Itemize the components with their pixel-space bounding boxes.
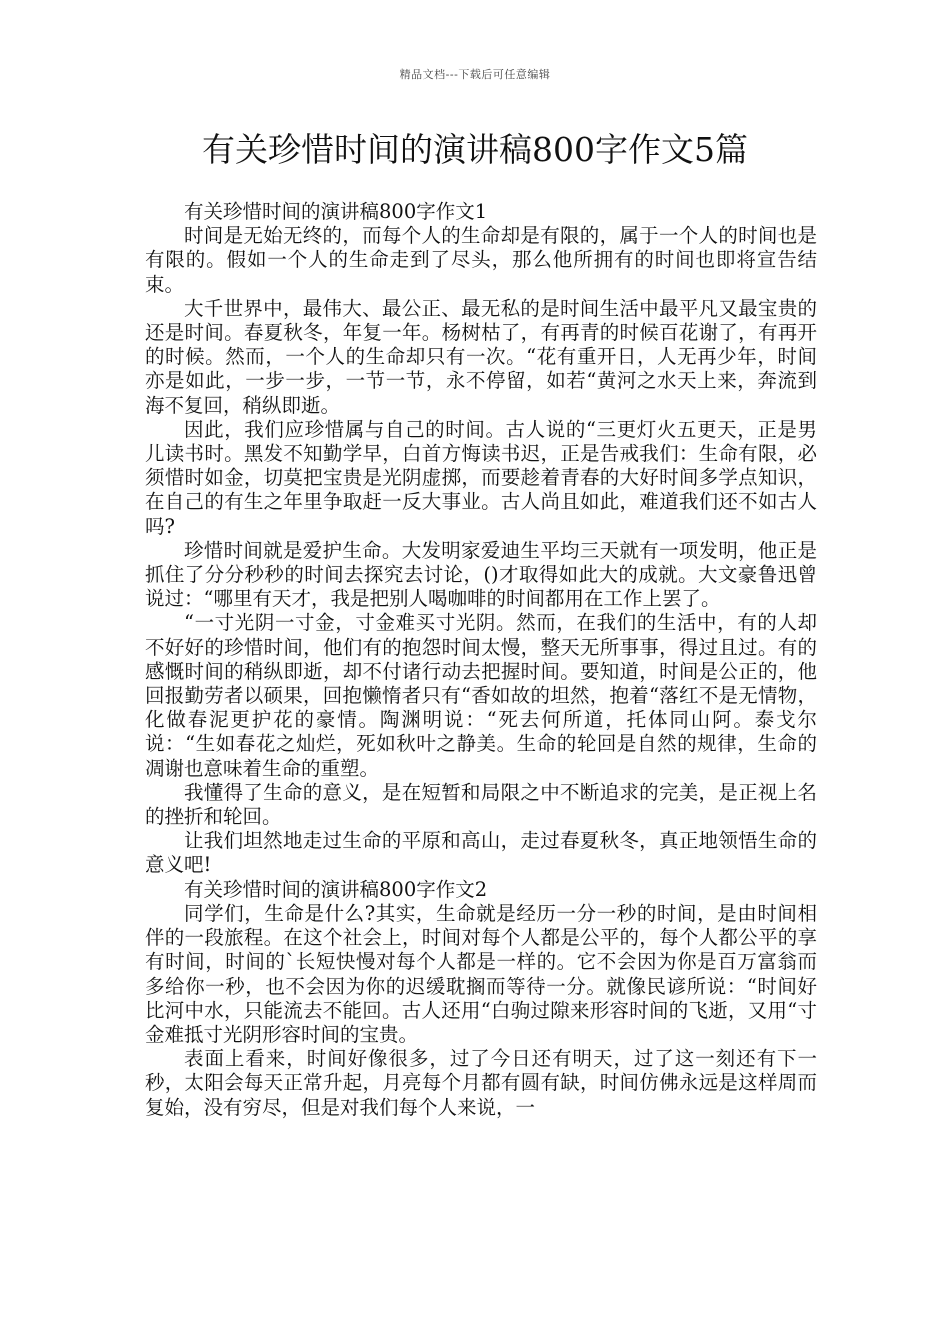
paragraph: 珍惜时间就是爱护生命。大发明家爱迪生平均三天就有一项发明，他正是抓住了分分秒秒的时间去探究去讨论，()才取得如此大的成就。大文豪鲁迅曾说过：“哪里有天才，我是把别人喝咖啡的时间都用在工作上罢了。 (145, 538, 817, 611)
paragraph: 表面上看来，时间好像很多，过了今日还有明天，过了这一刻还有下一秒，太阳会每天正常升起，月亮每个月都有圆有缺，时间仿佛永远是这样周而复始，没有穷尽，但是对我们每个人来说，一 (145, 1047, 817, 1119)
paragraph: 大千世界中，最伟大、最公正、最无私的是时间生活中最平凡又最宝贵的还是时间。春夏秋冬，年复一年。杨树枯了，有再青的时候百花谢了，有再开的时候。然而，一个人的生命却只有一次。“花有重开日，人无再少年，时间亦是如此，一步一步，一节一节，永不停留，如若“黄河之水天上来，奔流到海不复回，稍纵即逝。 (145, 296, 817, 417)
section-heading-1: 有关珍惜时间的演讲稿800字作文1 (184, 200, 488, 223)
paragraph: 因此，我们应珍惜属与自己的时间。古人说的“三更灯火五更天，正是男儿读书时。黑发不知勤学早，白首方悔读书迟，正是告戒我们：生命有限，必须惜时如金，切莫把宝贵是光阴虚掷，而要趁着青春的大好时间多学点知识，在自己的有生之年里争取赶一反大事业。古人尚且如此，难道我们还不如古人吗? (145, 417, 817, 538)
document-body (145, 200, 817, 1120)
paragraph: 让我们坦然地走过生命的平原和高山，走过春夏秋冬，真正地领悟生命的意义吧! (145, 829, 817, 877)
paragraph: “一寸光阴一寸金，寸金难买寸光阴。然而，在我们的生活中，有的人却不好好的珍惜时间，他们有的抱怨时间太慢，整天无所事事，得过且过。有的感慨时间的稍纵即逝，却不付诸行动去把握时间。要知道，时间是公正的，他回报勤劳者以硕果，回抱懒惰者只有“香如故的坦然，抱着“落红不是无情物，化做春泥更护花的豪情。陶渊明说：“死去何所道，托体同山阿。泰戈尔说：“生如春花之灿烂，死如秋叶之静美。生命的轮回是自然的规律，生命的凋谢也意味着生命的重塑。 (145, 611, 817, 780)
paragraph: 我懂得了生命的意义，是在短暂和局限之中不断追求的完美，是正视上名的挫折和轮回。 (145, 780, 817, 829)
paragraph: 时间是无始无终的，而每个人的生命却是有限的，属于一个人的时间也是有限的。假如一个人的生命走到了尽头，那么他所拥有的时间也即将宣告结束。 (145, 224, 817, 296)
paragraph: 同学们，生命是什么?其实，生命就是经历一分一秒的时间，是由时间相伴的一段旅程。在这个社会上，时间对每个人都是公平的，每个人都公平的享有时间，时间的`长短快慢对每个人都是一样的。它不会因为你是百万富翁而多给你一秒，也不会因为你的迟缓耽搁而等待一分。就像民谚所说：“时间好比河中水，只能流去不能回。古人还用“白驹过隙来形容时间的飞逝，又用“寸金难抵寸光阴形容时间的宝贵。 (145, 901, 817, 1046)
page-header-note: 精品文档---下载后可任意编辑 (399, 68, 551, 81)
document-title: 有关珍惜时间的演讲稿800字作文5篇 (202, 130, 748, 169)
section-heading-2: 有关珍惜时间的演讲稿800字作文2 (184, 877, 488, 901)
